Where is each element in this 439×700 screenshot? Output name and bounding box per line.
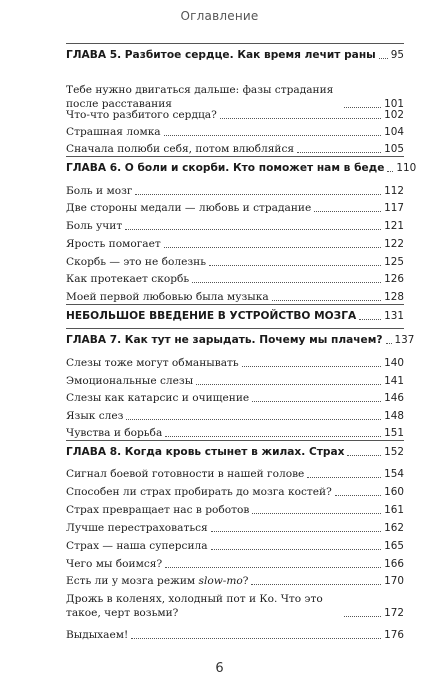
dot-leader [126,419,381,420]
toc-entry-title: Две стороны медали — любовь и страдание [66,202,312,214]
toc-entry [66,574,404,588]
dot-leader [297,152,381,153]
dot-leader [252,401,381,402]
toc-page-number: 172 [384,607,404,619]
toc-entry-title: Моей первой любовью была музыка [66,291,269,303]
section-rule [66,156,404,157]
toc-page-number: 170 [384,575,404,587]
toc-page-number: 162 [384,522,404,534]
toc-entry-title: Сначала полюби себя, потом влюбляйся [66,143,295,155]
toc-entry [66,557,404,571]
toc-entry [66,391,404,405]
toc-entry-title: ГЛАВА 5. Разбитое сердце. Как время лечит раны [66,49,376,61]
dot-leader [387,171,393,172]
dot-leader [209,265,381,266]
toc-chapter-entry [66,445,404,459]
toc-entry [66,592,404,620]
page-number: 6 [215,661,224,676]
toc-page-number: 122 [384,238,404,250]
toc-page-number: 165 [384,540,404,552]
dot-leader [125,229,381,230]
toc-entry-title: Выдыхаем! [66,629,129,641]
toc-page-number: 125 [384,256,404,268]
toc-entry [66,290,404,304]
toc-page-number: 112 [384,185,404,197]
toc-page-number: 110 [396,162,417,174]
dot-leader [135,194,381,195]
dot-leader [196,384,381,385]
toc-page-number: 126 [384,273,404,285]
toc-entry-title: Дрожь в коленях, холодный пот и Ко. Что это такое, черт возьми? [66,593,323,619]
toc-page-number: 161 [384,504,404,516]
toc-entry [66,426,404,440]
toc-chapter-entry [66,309,404,323]
toc-entry-title: Тебе нужно двигаться дальше: фазы страдания после расставания [66,84,334,110]
toc-page-number: 131 [384,310,404,322]
toc-page-number: 141 [384,375,404,387]
toc-page-number: 152 [384,446,404,458]
toc-entry-title: НЕБОЛЬШОЕ ВВЕДЕНИЕ В УСТРОЙСТВО МОЗГА [66,310,357,322]
toc-entry-title: Страх — наша суперсила [66,540,208,552]
toc-page-number: 151 [384,427,404,439]
toc-entry-title: Лучше перестраховаться [66,522,208,534]
section-rule [66,328,404,329]
toc-entry [66,219,404,233]
toc-entry [66,272,404,286]
toc-entry [66,184,404,198]
toc-page-number: 160 [384,486,404,498]
dot-leader [272,300,381,301]
dot-leader [307,477,381,478]
toc-entry-title: ГЛАВА 8. Когда кровь стынет в жилах. Страх [66,446,345,458]
dot-leader [192,282,381,283]
dot-leader [344,616,381,617]
toc-entry-title: Есть ли у мозга режим slow-mo? [66,575,249,587]
dot-leader [251,584,381,585]
section-rule [66,304,404,305]
toc-page-number: 121 [384,220,404,232]
toc-entry [66,374,404,388]
toc-entry-title: Слезы как катарсис и очищение [66,392,250,404]
toc-entry-title: Сигнал боевой готовности в нашей голове [66,468,305,480]
toc-entry [66,485,404,499]
toc-page-number: 146 [384,392,404,404]
dot-leader [379,58,388,59]
dot-leader [211,531,381,532]
dot-leader [131,638,381,639]
toc-page-number: 117 [384,202,404,214]
toc-entry-title: ГЛАВА 6. О боли и скорби. Кто поможет нам в беде [66,162,385,174]
toc-page-number: 137 [394,334,415,346]
toc-entry [66,356,404,370]
toc-entry-title: Боль и мозг [66,185,133,197]
toc-entry-title: Эмоциональные слезы [66,375,194,387]
toc-page-number: 128 [384,291,404,303]
toc-entry-title: ГЛАВА 7. Как тут не зарыдать. Почему мы плачем? [66,334,383,346]
toc-entry-title: Боль учит [66,220,123,232]
toc-entry-title: Страх превращает нас в роботов [66,504,250,516]
toc-chapter-entry [66,161,417,175]
toc-page-number: 154 [384,468,404,480]
dot-leader [347,455,381,456]
section-rule [66,43,404,44]
dot-leader [220,118,381,119]
toc-entry-title: Скорбь — это не болезнь [66,256,206,268]
toc-entry [66,108,404,122]
dot-leader [335,495,381,496]
dot-leader [314,211,381,212]
toc-entry [66,467,404,481]
toc-entry [66,83,404,111]
dot-leader [386,343,392,344]
dot-leader [164,135,382,136]
toc-entry-title: Что-что разбитого сердца? [66,109,217,121]
dot-leader [211,549,382,550]
toc-entry [66,539,404,553]
toc-chapter-entry [66,333,415,347]
toc-page-number: 104 [384,126,404,138]
toc-chapter-entry [66,48,404,62]
toc-entry [66,628,404,642]
toc-page-number: 105 [384,143,404,155]
toc-page-number: 101 [384,98,404,110]
dot-leader [164,247,381,248]
toc-page-number: 95 [390,49,404,61]
section-rule [66,440,404,441]
toc-entry-title: Язык слез [66,410,124,422]
toc-entry [66,201,404,215]
toc-entry [66,521,404,535]
toc-entry-title: Чувства и борьба [66,427,163,439]
toc-page-number: 166 [384,558,404,570]
toc-entry [66,125,404,139]
toc-entry [66,503,404,517]
dot-leader [359,319,381,320]
toc-entry-title: Слезы тоже могут обманывать [66,357,239,369]
running-head: Оглавление [180,9,259,23]
toc-entry-title: Способен ли страх пробирать до мозга костей? [66,486,332,498]
toc-entry [66,255,404,269]
italic-term: slow-mo [198,575,243,587]
dot-leader [165,567,381,568]
toc-page-number: 176 [384,629,404,641]
dot-leader [165,436,381,437]
toc-page-number: 148 [384,410,404,422]
toc-entry-title: Как протекает скорбь [66,273,190,285]
toc-page-number: 102 [384,109,404,121]
toc-entry-title: Чего мы боимся? [66,558,163,570]
toc-page-number: 140 [384,357,404,369]
toc-entry-title: Страшная ломка [66,126,161,138]
toc-entry-title: Ярость помогает [66,238,161,250]
dot-leader [242,366,382,367]
dot-leader [252,513,381,514]
toc-entry [66,409,404,423]
toc-entry [66,142,404,156]
toc-entry [66,237,404,251]
